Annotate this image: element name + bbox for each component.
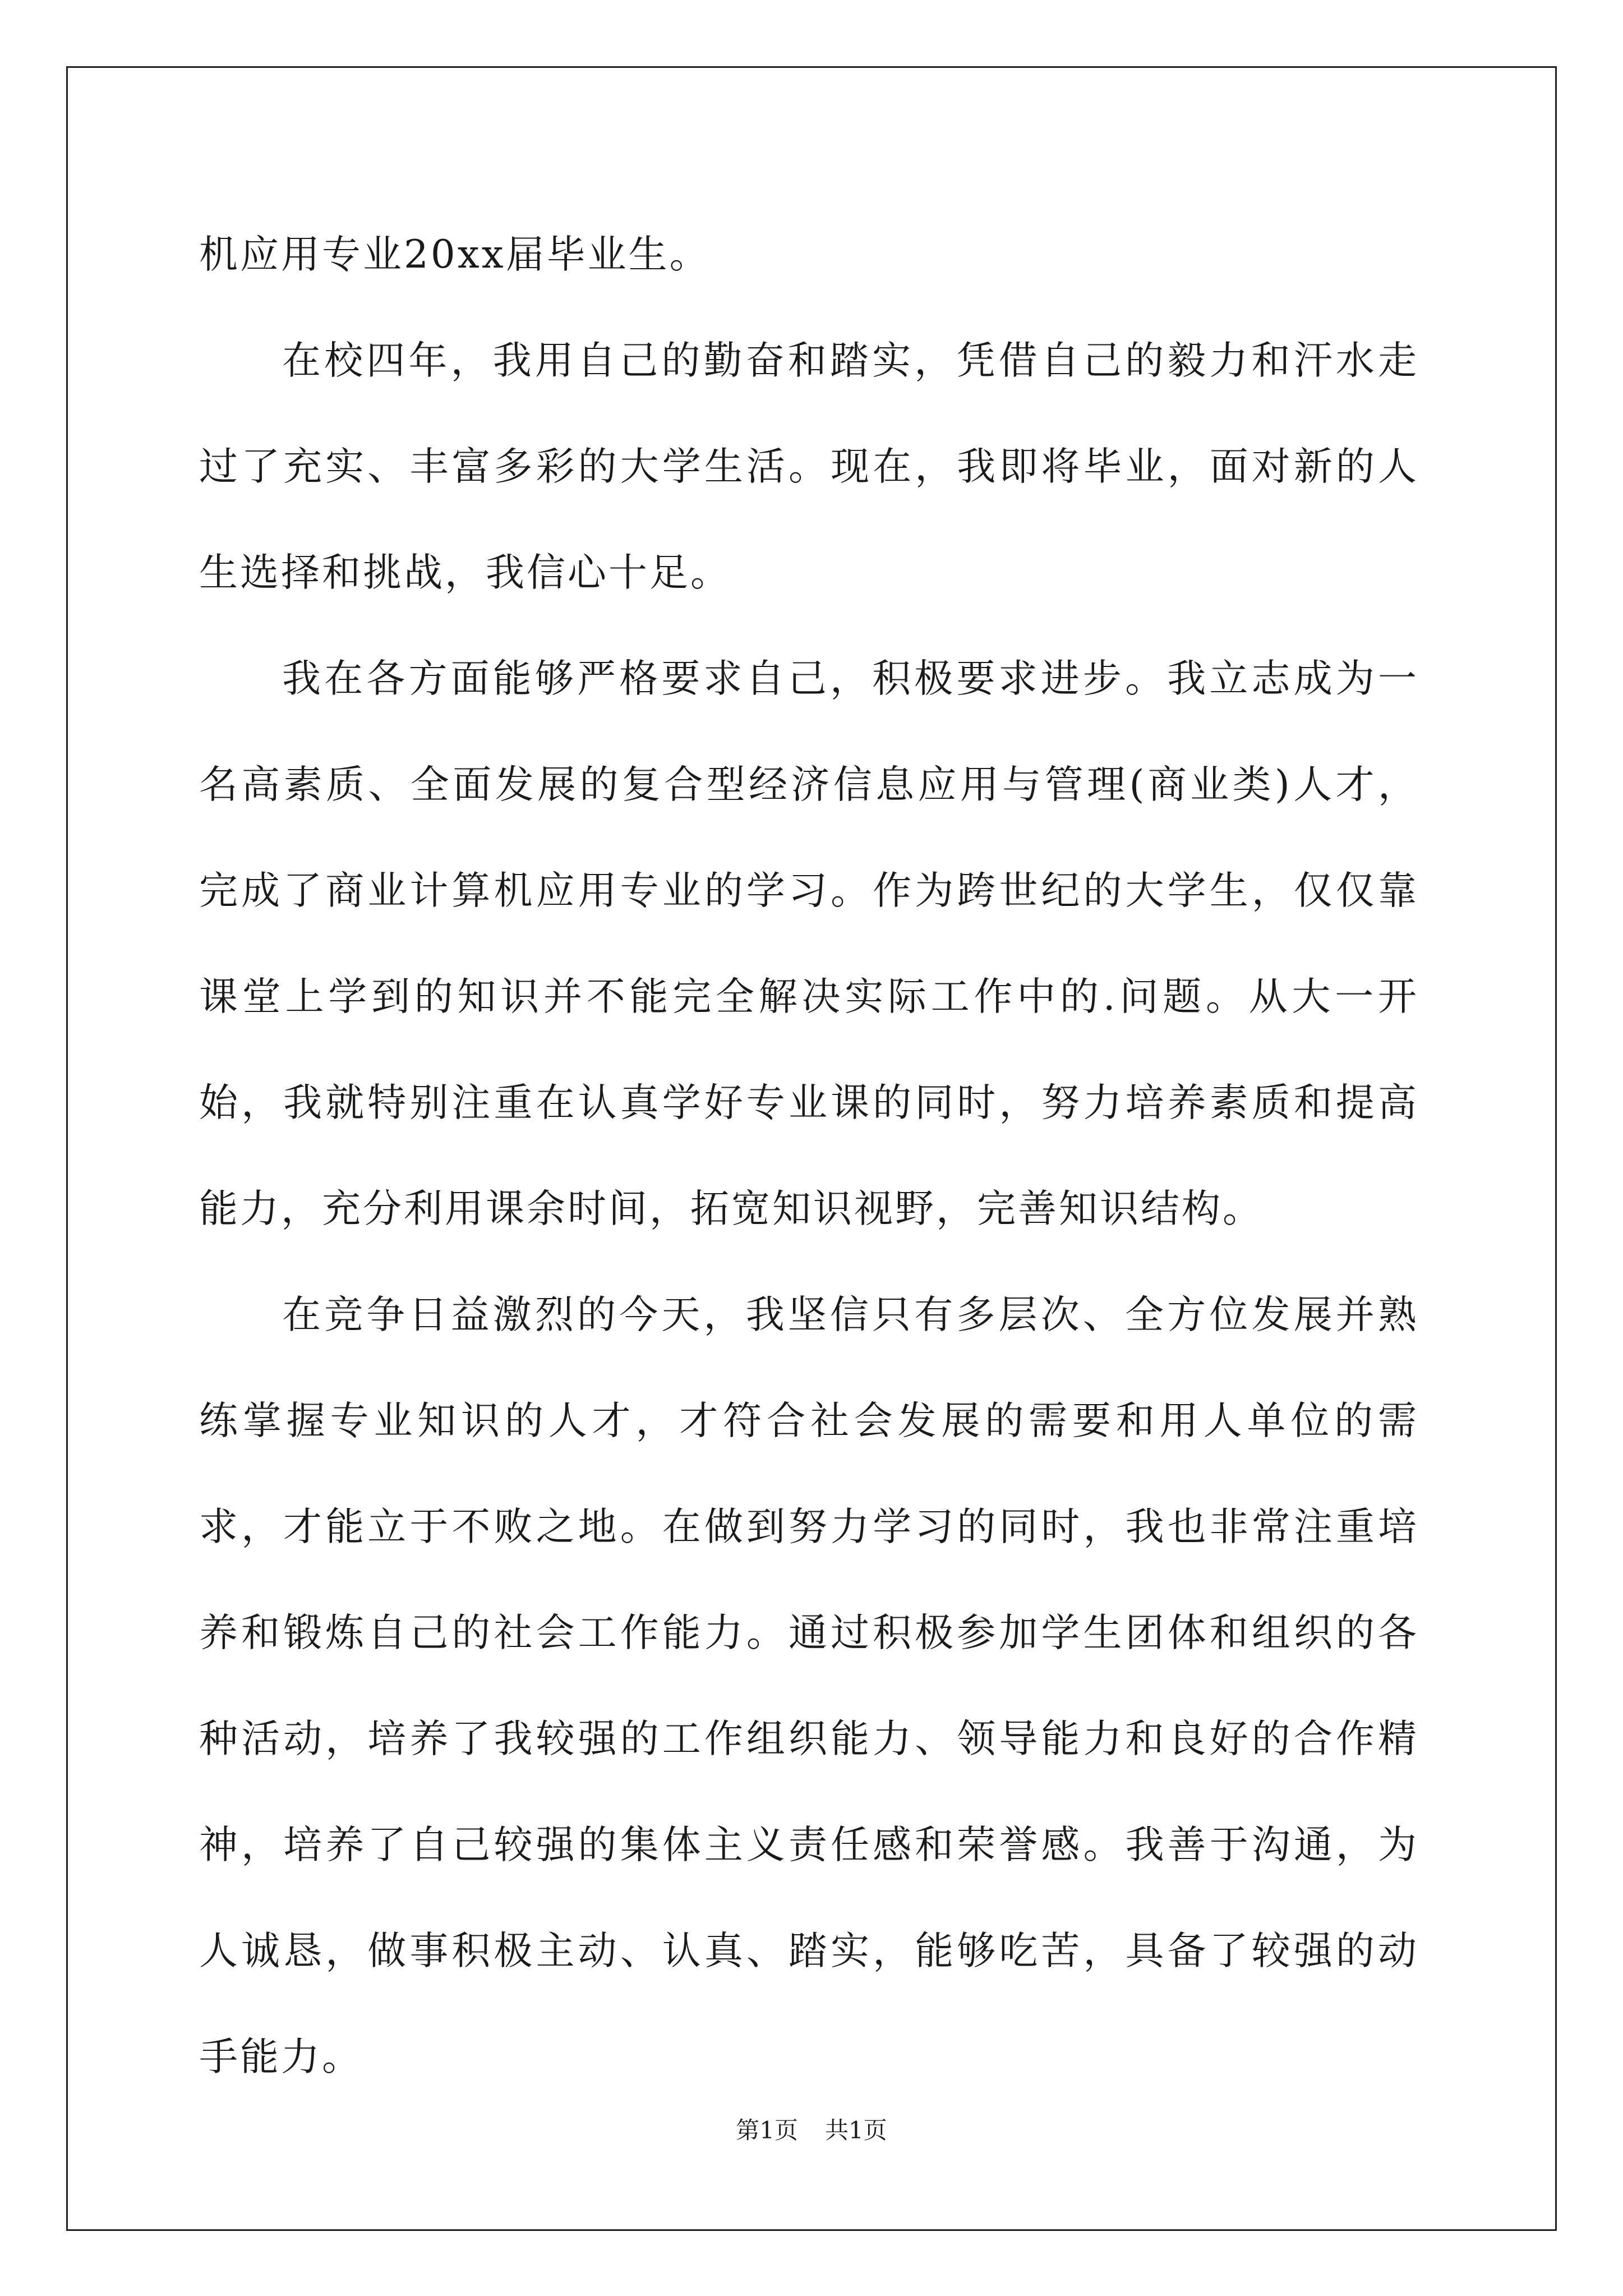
- page-footer: [0, 2112, 1623, 2146]
- page-number-current: 第1页: [736, 2116, 798, 2144]
- paragraph-4: 在竞争日益激烈的今天，我坚信只有多层次、全方位发展并熟练掌握专业知识的人才，才符合社会发展的需要和用人单位的需求，才能立于不败之地。在做到努力学习的同时，我也非常注重培养和锻炼自己的社会工作能力。通过积极参加学生团体和组织的各种活动，培养了我较强的工作组织能力、领导能力和良好的合作精神，培养了自己较强的集体主义责任感和荣誉感。我善于沟通，为人诚恳，做事积极主动、认真、踏实，能够吃苦，具备了较强的动手能力。: [199, 1292, 1419, 2079]
- page-number-total: 共1页: [825, 2116, 887, 2144]
- document-body: [199, 202, 1419, 2110]
- paragraph-1: 机应用专业20xx届毕业生。: [199, 232, 711, 277]
- paragraph-2: 在校四年，我用自己的勤奋和踏实，凭借自己的毅力和汗水走过了充实、丰富多彩的大学生活。现在，我即将毕业，面对新的人生选择和挑战，我信心十足。: [199, 338, 1419, 595]
- paragraph-3: 我在各方面能够严格要求自己，积极要求进步。我立志成为一名高素质、全面发展的复合型经济信息应用与管理(商业类)人才，完成了商业计算机应用专业的学习。作为跨世纪的大学生，仅仅靠课堂上学到的知识并不能完全解决实际工作中的.问题。从大一开始，我就特别注重在认真学好专业课的同时，努力培养素质和提高能力，充分利用课余时间，拓宽知识视野，完善知识结构。: [199, 656, 1419, 1231]
